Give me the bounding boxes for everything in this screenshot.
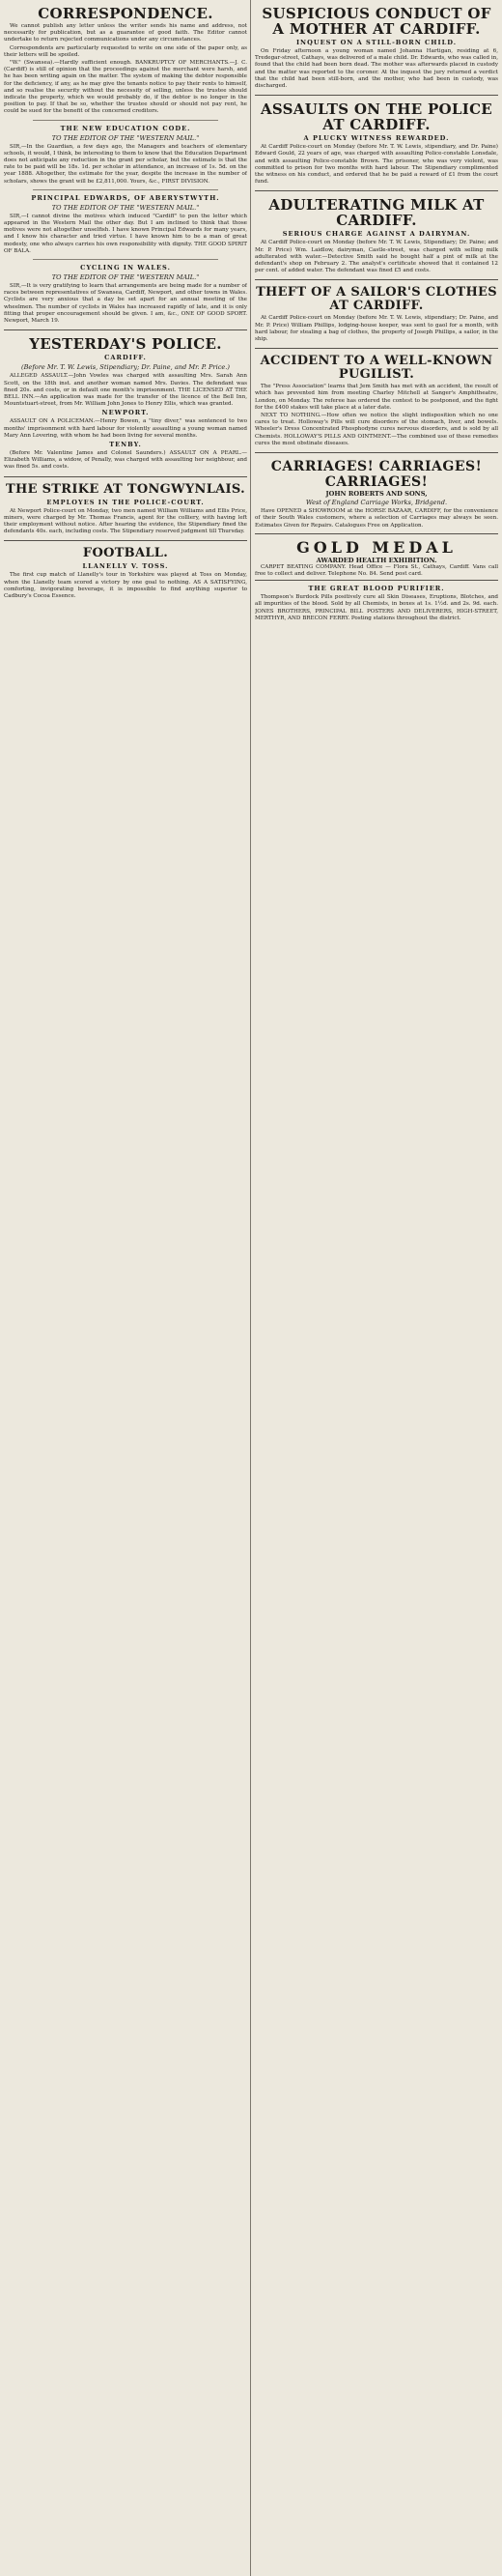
right-column bbox=[255, 0, 498, 2576]
assaults-body: At Cardiff Police-court on Monday (before Mr. T. W. Lewis, stipendiary, and Dr. Paine) Edward Gould, 22 years of age, was charged with assaulting Police-constable Lonsdale, and with assaulting Police-constable Brown. The prisoner, who was very violent, was committed to prison for two months with hard labour. The Stipendiary complimented the witness on his conduct, and ordered that he be paid a reward of £1 from the court fund. bbox=[255, 144, 498, 186]
pugilist-body: The "Press Association" learns that Jem Smith has met with an accident, the result of which has prevented him from meeting Charley Mitchell at Sanger's Amphitheatre, London, on Monday. The referee has ordered the contest to be postponed, and the fight for the £400 stakes will take place at a later date. bbox=[255, 384, 498, 411]
suspicious-body: On Friday afternoon a young woman named Johanna Hartigan, residing at 6, Tredegar-street, Cathays, was delivered of a male child. Dr. Edwards, who was called in, found that the child had been born dead. The mother was afterwards placed in custody and the matter was reported to the coroner. At the inquest the jury returned a verdict that the child had been still-born, and the mother, who had been in custody, was discharged. bbox=[255, 48, 498, 90]
divider bbox=[33, 259, 218, 260]
police-tenby-body: (Before Mr. Valentine James and Colonel Saunders.) ASSAULT ON A PEARL.—Elizabeth Williams, a widow, of Penally, was charged with assaulting her neighbour, and was fined 5s. and costs. bbox=[4, 449, 247, 471]
assaults-subheading: A PLUCKY WITNESS REWARDED. bbox=[303, 134, 450, 143]
aberystwyth-heading: PRINCIPAL EDWARDS, OF ABERYSTWYTH. bbox=[31, 193, 220, 202]
strike-subheading: EMPLOYES IN THE POLICE-COURT. bbox=[46, 498, 205, 506]
section-divider bbox=[255, 95, 498, 96]
section-divider bbox=[255, 279, 498, 280]
blood-heading: THE GREAT BLOOD PURIFIER. bbox=[308, 585, 445, 593]
divider bbox=[33, 120, 218, 121]
strike-body: At Newport Police-court on Monday, two men named William Williams and Ellis Price, miners, were charged by Mr. Thomas Francis, agent for the colliery, with having left their employment without notice. After hearing the evidence, the Stipendiary fined the defendants 40s. each, including costs. The Stipendiary reserved judgment till Thursday. bbox=[4, 507, 247, 535]
cycling-body: SIR,—It is very gratifying to learn that arrangements are being made for a number of races between representatives of Swansea, Cardiff, Newport, and other towns in Wales. Cyclists are very anxious that a day be set apart for an annual meeting of the wheelmen. The number of cyclists in Wales has increased rapidly of late, and it is only fitting that proper encouragement should be given. I am, &c., ONE OF GOOD SPORT. Newport, March 19. bbox=[4, 283, 247, 325]
carriages-advert bbox=[255, 459, 498, 530]
correspondence-heading: CORRESPONDENCE. bbox=[38, 5, 213, 22]
milk-heading: ADULTERATING MILK AT CARDIFF. bbox=[268, 196, 485, 230]
police-heading: YESTERDAY'S POLICE. bbox=[29, 335, 222, 354]
police-body: ALLEGED ASSAULT.—John Vowles was charged with assaulting Mrs. Sarah Ann Scott, on the 18th inst. and another woman named Mrs. Davies. The defendant was fined 20s. and costs, or in default one month's imprisonment. THE LICENSED AT THE BELL INN.—An application was made for the transfer of the licence of the Bell Inn, Mountstuart-street, from Mr. William John Jones to Henry Ellis, which was granted. bbox=[4, 373, 247, 408]
football-heading: FOOTBALL. bbox=[82, 546, 169, 561]
theft-heading: THEFT OF A SAILOR'S CLOTHES AT CARDIFF. bbox=[256, 285, 497, 314]
section-divider bbox=[4, 476, 247, 477]
police-cardiff-subheading: CARDIFF. bbox=[104, 354, 147, 362]
correspondence-intro: We cannot publish any letter unless the writer sends his name and address, not necessarily for publication, but as a guarantee of good faith. The Editor cannot undertake to return rejected communications under any circumstances. bbox=[4, 23, 247, 43]
football-subheading: LLANELLY V. TOSS. bbox=[82, 562, 169, 571]
police-newport-body: ASSAULT ON A POLICEMAN.—Henry Bowen, a "tiny diver," was sentenced to two months' imprisonment with hard labour for violently assaulting a young woman named Mary Ann Lovering, with whom he had been living for several months. bbox=[4, 418, 247, 439]
aberystwyth-to: TO THE EDITOR OF THE "WESTERN MAIL." bbox=[51, 203, 200, 212]
column-rule bbox=[250, 0, 251, 2576]
left-column bbox=[4, 0, 247, 2576]
milk-subheading: SERIOUS CHARGE AGAINST A DAIRYMAN. bbox=[282, 230, 471, 239]
carriages-body: Have OPENED a SHOWROOM at the HORSE BAZAAR, CARDIFF, for the convenience of their South Wales customers, where a selection of Carriages may always be seen. Estimates Given for Repairs. Catalogues Free on Application. bbox=[255, 508, 498, 529]
cycling-to: TO THE EDITOR OF THE "WESTERN MAIL." bbox=[51, 273, 200, 282]
carriages-maker: JOHN ROBERTS AND SONS, bbox=[325, 490, 428, 499]
police-tenby-subheading: TENBY. bbox=[109, 440, 142, 448]
blood-body: Thompson's Burdock Pills positively cure all Skin Diseases, Eruptions, Blotches, and all impurities of the blood. Sold by all Chemists, in boxes at 1s. 1½d. and 2s. 9d. each. JONES BROTHERS, PRINCIPAL BILL POSTERS AND DELIVERERS, HIGH-STREET, MERTHYR, AND BRECON FERRY. Posting stations throughout the district. bbox=[255, 594, 498, 621]
correspondence-note: Correspondents are particularly requested to write on one side of the paper only, as their letters will be spoiled. bbox=[4, 44, 247, 58]
carriages-subheading: West of England Carriage Works, Bridgend. bbox=[305, 499, 448, 507]
medal-heading: GOLD MEDAL bbox=[296, 537, 457, 557]
section-divider bbox=[255, 348, 498, 349]
medal-body: CARPET BEATING COMPANY. Head Office — Flora St., Cathays, Cardiff. Vans call free to collect and deliver. Telephone No. 84. Send post card. bbox=[255, 563, 498, 577]
education-body: SIR,—In the Guardian, a few days ago, the Managers and teachers of elementary schools, it would, I think, be interesting to them to know that the Education Department does not anticipate any reduction in the grant per scholar, but the estimate is that the rate to be paid will be 18s. 1d. per scholar in attendance, an increase of 1s. 5d. on the year 1888. Altogether, the estimate for the year, despite the increase in the number of scholars, shows the grant will be £2,811,000. Yours, &c., FIRST DIVISION. bbox=[4, 143, 247, 185]
theft-body: At Cardiff Police-court on Monday (before Mr. T. W. Lewis, stipendiary; Dr. Paine, and Mr. P. Price) William Phillips, lodging-house keeper, was sent to gaol for a month, with hard labour, for stealing a bag of clothes, the property of Joseph Phillips, a sailor, in the ship. bbox=[255, 315, 498, 343]
divider bbox=[33, 189, 218, 190]
section-divider bbox=[4, 329, 247, 330]
suspicious-subheading: INQUEST ON A STILL-BORN CHILD. bbox=[295, 39, 458, 46]
advert-border bbox=[255, 533, 498, 581]
section-divider bbox=[255, 452, 498, 453]
pugilist-heading: ACCIDENT TO A WELL-KNOWN PUGILIST. bbox=[260, 354, 493, 383]
suspicious-heading: SUSPICIOUS CONDUCT OF A MOTHER AT CARDIFF. bbox=[262, 5, 491, 38]
assaults-heading: ASSAULTS ON THE POLICE AT CARDIFF. bbox=[260, 100, 493, 134]
football-body: The first cup match of Llanelly's tour in Yorkshire was played at Toss on Monday, when the Llanelly team scored a victory by one goal to nothing. AS A SATISFYING, comforting, invigorating beverage, it is impossible to find anything superior to Cadbury's Cocoa Essence. bbox=[4, 572, 247, 599]
correspondence-body: "W." (Swansea).—Hardly sufficient enough. BANKRUPTCY OF MERCHANTS.—J. C. (Cardiff) is still of opinion that the proceedings against the merchant were harsh, and he has been writing again on the matter. The system of making the debtor responsible for the deficiency, if any, as he may give the tenants notice to pay their rents to himself, and so realise the security without the necessity of selling, unless the trustee should indicate the property, which we would probably do, if the debtor is no longer in the position to pay. If that be so, whether the trustee should or should not pay rent, he could be sued for the benefit of the concerned creditors. bbox=[4, 60, 247, 115]
education-heading: THE NEW EDUCATION CODE. bbox=[60, 124, 191, 132]
milk-body: At Cardiff Police-court on Monday (before Mr. T. W. Lewis, Stipendiary; Dr. Paine; and Mr. P. Price) Wm. Laidlow, dairyman, Castle-street, was charged with selling milk adulterated with water.—Detective Smith said he bought half a pint of milk at the defendant's shop on February 2. The analyst's certificate showed that it contained 12 per cent. of added water. The defendant was fined £5 and costs. bbox=[255, 240, 498, 274]
section-divider bbox=[4, 540, 247, 541]
education-to: TO THE EDITOR OF THE "WESTERN MAIL." bbox=[51, 133, 200, 142]
strike-heading: THE STRIKE AT TONGWYNLAIS. bbox=[6, 481, 245, 497]
notices-body: NEXT TO NOTHING.—How often we notice the slight indisposition which no one cares to treat. Holloway's Pills will cure disorders of the stomach, liver, and bowels. Wheeler's Dress Concentrated Phosphodyne cures nervous disorders, and is sold by all Chemists. HOLLOWAY'S PILLS AND OINTMENT.—The combined use of these remedies cures the most obstinate diseases. bbox=[255, 413, 498, 446]
aberystwyth-body: SIR,—I cannot divine the motives which induced "Cardiff" to pen the letter which appeared in the Western Mail the other day. But I am inclined to think that those motives were not altogether unselfish. I have known Principal Edwards for many years, and I know his character and tried virtue. I have known him to be a man of great modesty, one who always carries his own responsibility with dignity. THE GOOD SPIRIT OF BALA. bbox=[4, 213, 247, 254]
police-bench: (Before Mr. T. W. Lewis, Stipendiary; Dr. Paine, and Mr. P. Price.) bbox=[21, 363, 230, 372]
carriages-heading: CARRIAGES! CARRIAGES! CARRIAGES! bbox=[270, 459, 483, 491]
section-divider bbox=[255, 190, 498, 191]
police-newport-subheading: NEWPORT. bbox=[101, 409, 150, 417]
medal-subheading: AWARDED HEALTH EXHIBITION. bbox=[316, 556, 437, 564]
cycling-heading: CYCLING IN WALES. bbox=[80, 264, 171, 272]
